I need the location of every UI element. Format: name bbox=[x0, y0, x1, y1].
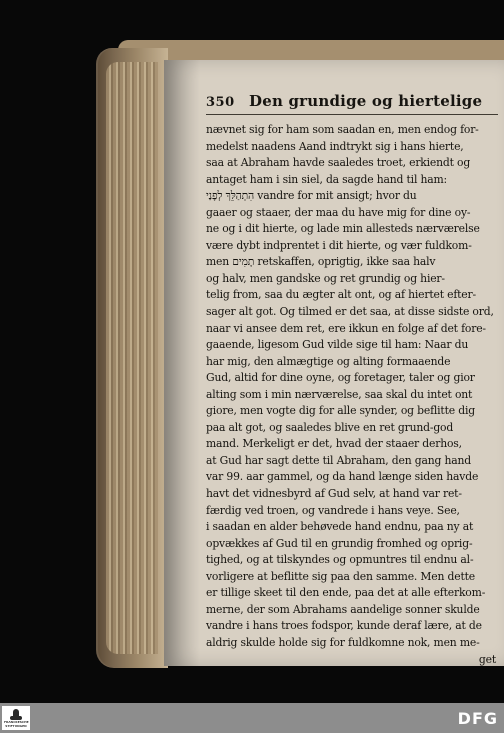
text-line: naar vi ansee dem ret, ere ikkun en folge af det fore- bbox=[206, 321, 486, 335]
text-line catchword: get bbox=[478, 652, 496, 666]
text-line: הִתְהַלֵּךְ לְפָנַי vandre for mit ansigt; hvor du bbox=[206, 189, 417, 203]
page-number: 350 bbox=[206, 95, 235, 110]
text-line: havt det vidnesbyrd af Gud selv, at hand var ret- bbox=[206, 487, 462, 501]
text-line: og halv, men gandske og ret grundig og hier- bbox=[206, 271, 445, 285]
text-line: være dybt indprentet i dit hierte, og vær fuldkom- bbox=[206, 238, 472, 252]
institution-logo bbox=[2, 706, 30, 730]
text-line: gaaende, ligesom Gud vilde sige til ham: Naar du bbox=[206, 338, 469, 352]
text-line: aldrig skulde holde sig for fuldkomne nok, men me- bbox=[206, 635, 480, 649]
body-text bbox=[206, 122, 496, 666]
text-line: mand. Merkeligt er det, hvad der staaer derhos, bbox=[206, 437, 462, 451]
text-line: medelst naadens Aand indtrykt sig i hans hierte, bbox=[206, 139, 464, 153]
footer-bar bbox=[0, 703, 504, 733]
text-line: i saadan en alder behøvede hand endnu, paa ny at bbox=[206, 520, 474, 534]
book-page-edges bbox=[96, 48, 168, 668]
text-line: var 99. aar gammel, og da hand længe siden havde bbox=[206, 470, 479, 484]
text-line: vandre i hans troes fodspor, kunde deraf lære, at de bbox=[206, 619, 482, 633]
text-line: men תָמִים retskaffen, oprigtig, ikke saa halv bbox=[206, 255, 436, 269]
text-line: vorligere at beflitte sig paa den samme. Men dette bbox=[206, 569, 476, 583]
text-line: sager alt got. Og tilmed er det saa, at disse sidste ord, bbox=[206, 305, 494, 319]
text-line: har mig, den almægtige og alting formaaende bbox=[206, 354, 451, 368]
text-line: telig from, saa du ægter alt ont, og af hiertet efter- bbox=[206, 288, 476, 302]
text-line: merne, der som Abrahams aandelige sonner skulde bbox=[206, 602, 480, 616]
page-header bbox=[206, 92, 498, 116]
page-gutter-shadow bbox=[164, 60, 200, 666]
text-line: nævnet sig for ham som saadan en, men endog for- bbox=[206, 123, 479, 136]
text-line: paa alt got, og saaledes blive en ret grund-god bbox=[206, 420, 454, 434]
text-line: opvækkes af Gud til en grundig fromhed og oprig- bbox=[206, 536, 473, 550]
text-line: giore, men vogte dig for alle synder, og beflitte dig bbox=[206, 404, 475, 418]
text-line: gaaer og staaer, der maa du have mig for dine oy- bbox=[206, 205, 471, 219]
header-rule bbox=[206, 114, 498, 115]
statue-icon bbox=[13, 709, 19, 717]
logo-caption: FRANCKESCHE STIFTUNGEN bbox=[4, 720, 29, 728]
text-line: færdig ved troen, og vandrede i hans veye. See, bbox=[206, 503, 460, 517]
text-line: alting som i min nærværelse, saa skal du intet ont bbox=[206, 387, 473, 401]
text-line: saa at Abraham havde saaledes troet, erkiendt og bbox=[206, 156, 471, 170]
dfg-logo: DFG bbox=[457, 709, 498, 728]
text-line: at Gud har sagt dette til Abraham, den gang hand bbox=[206, 453, 471, 467]
running-head: Den grundige og hiertelige bbox=[249, 92, 483, 110]
text-line: ne og i dit hierte, og lade min allesteds nærværelse bbox=[206, 222, 480, 236]
text-line: er tillige skeet til den ende, paa det at alle efterkom- bbox=[206, 586, 486, 600]
text-line: antaget ham i sin siel, da sagde hand til ham: bbox=[206, 172, 448, 186]
text-line: tighed, og at tilskyndes og opmuntres til endnu al- bbox=[206, 553, 474, 567]
text-line: Gud, altid for dine oyne, og foretager, taler og gior bbox=[206, 371, 475, 385]
